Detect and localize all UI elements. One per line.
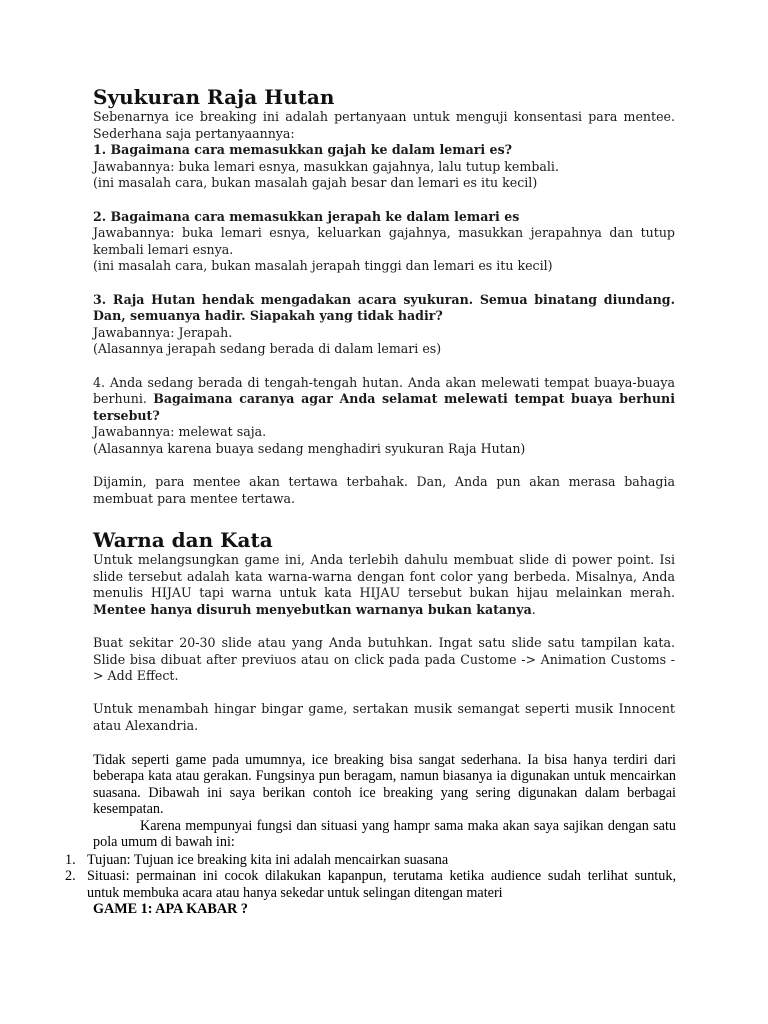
question-4-bold: Bagaimana caranya agar Anda selamat melewati tempat buaya berhuni tersebut? (93, 391, 675, 423)
paragraph-1-text: Untuk melangsungkan game ini, Anda terlebih dahulu membuat slide di power point. Isi slide tersebut adalah kata warna-warna dengan font color yang berbeda. Misalnya, Anda menulis HIJAU tapi warna untuk kata HIJAU tersebut bukan hijau melainkan merah. (93, 552, 675, 601)
list-item (65, 852, 676, 868)
pattern-list (65, 852, 676, 901)
note-4: (Alasannya karena buaya sedang menghadiri syukuran Raja Hutan) (93, 440, 526, 456)
list-item (65, 868, 676, 901)
question-4-lead: 4. Anda sedang berada di tengah-tengah hutan. Anda akan melewati tempat buaya-buaya berhuni. (93, 374, 675, 407)
paragraph-3: Untuk menambah hingar bingar game, sertakan musik semangat seperti musik Innocent atau Alexandria. (93, 701, 675, 733)
answer-2: Jawabannya: buka lemari esnya, keluarkan gajahnya, masukkan jerapahnya dan tutup kembali lemari esnya. (93, 225, 675, 257)
spacer (93, 685, 675, 702)
paragraph-1: Tidak seperti game pada umumnya, ice breaking bisa sangat sederhana. Ia bisa hanya terdiri dari beberapa kata atau gerakan. Fungsinya pun beragam, namun biasanya ia digunakan untuk mencairkan suasana. Dibawah ini saya berikan contoh ice breaking yang sering digunakan dalam berbagai kesempatan. (93, 752, 676, 818)
spacer (93, 457, 675, 474)
answer-4: Jawabannya: melewat saja. (93, 424, 267, 440)
paragraph-1-bold: Mentee hanya disuruh menyebutkan warnanya bukan katanya (93, 601, 532, 617)
question-3: 3. Raja Hutan hendak mengadakan acara syukuran. Semua binatang diundang. Dan, semuanya hadir. Siapakah yang tidak hadir? (93, 291, 675, 324)
intro-paragraph: Sebenarnya ice breaking ini adalah pertanyaan untuk menguji konsentasi para mentee. Sederhana saja pertanyaannya: (93, 109, 675, 141)
section-title: Syukuran Raja Hutan (93, 85, 335, 109)
note-2: (ini masalah cara, bukan masalah jerapah tinggi dan lemari es itu kecil) (93, 258, 553, 274)
question-4 (93, 375, 675, 425)
paragraph-2: Buat sekitar 20-30 slide atau yang Anda butuhkan. Ingat satu slide satu tampilan kata. Slide bisa dibuat after previuos atau on click pada pada Custome -> Animation Customs -> Add Effect. (93, 634, 675, 684)
section-title: Warna dan Kata (93, 528, 273, 552)
section-syukuran (93, 85, 675, 507)
note-3: (Alasannya jerapah sedang berada di dalam lemari es) (93, 341, 442, 357)
section-ice-breaking-list (65, 852, 676, 918)
question-2: 2. Bagaimana cara memasukkan jerapah ke dalam lemari es (93, 208, 520, 224)
paragraph-1-end: . (531, 601, 536, 617)
section-ice-breaking (93, 752, 676, 850)
list-text: Tujuan: Tujuan ice breaking kita ini adalah mencairkan suasana (87, 852, 449, 868)
answer-3: Jawabannya: Jerapah. (93, 324, 233, 340)
answer-1: Jawabannya: buka lemari esnya, masukkan gajahnya, lalu tutup kembali. (93, 158, 559, 174)
spacer (93, 358, 675, 375)
spacer (93, 192, 675, 209)
spacer (93, 275, 675, 292)
section-warna-dan-kata (93, 528, 675, 735)
spacer (93, 618, 675, 635)
game-heading: GAME 1: APA KABAR ? (93, 901, 249, 918)
question-1: 1. Bagaimana cara memasukkan gajah ke dalam lemari es? (93, 142, 513, 158)
paragraph-1 (93, 552, 675, 618)
list-text: Situasi: permainan ini cocok dilakukan kapanpun, terutama ketika audience sudah terlihat suntuk, untuk membuka acara atau hanya sekedar untuk selingan ditengan materi (87, 868, 676, 901)
list-number: 1. (65, 852, 76, 868)
list-number: 2. (65, 868, 76, 885)
note-1: (ini masalah cara, bukan masalah gajah besar dan lemari es itu kecil) (93, 175, 538, 191)
paragraph-2: Karena mempunyai fungsi dan situasi yang hampr sama maka akan saya sajikan dengan satu pola umum di bawah ini: (93, 817, 676, 851)
closing-paragraph: Dijamin, para mentee akan tertawa terbahak. Dan, Anda pun akan merasa bahagia membuat para mentee tertawa. (93, 474, 675, 506)
